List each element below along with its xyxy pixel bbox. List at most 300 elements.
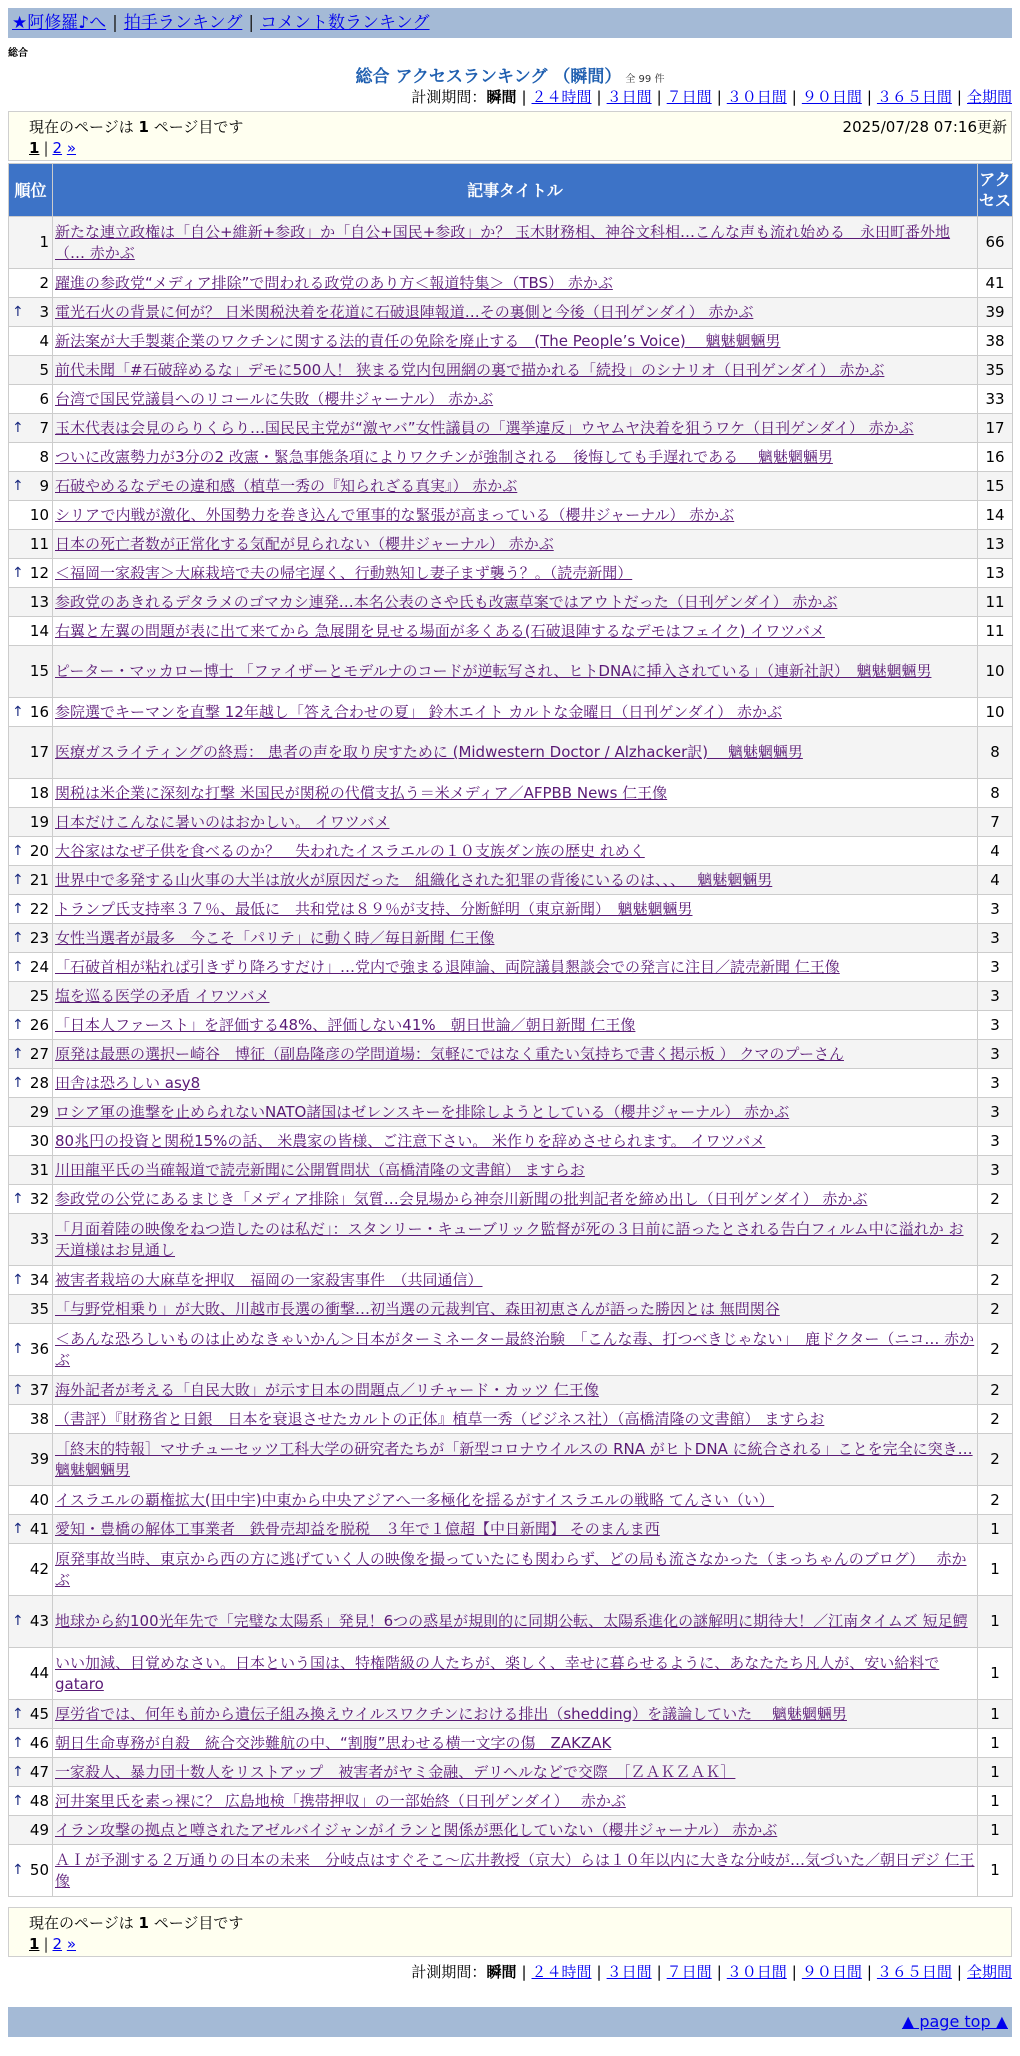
table-row bbox=[9, 1376, 1013, 1405]
period-separator: | bbox=[866, 88, 872, 106]
article-link[interactable]: イラン攻撃の拠点と噂されたアゼルバイジャンがイランと関係が悪化していない（櫻井ジャーナル） 赤かぶ bbox=[55, 1820, 778, 1839]
period-link[interactable]: ３０日間 bbox=[726, 88, 787, 106]
title-cell bbox=[53, 1729, 978, 1758]
rank-up-arrow-icon: ↑ bbox=[12, 1613, 24, 1629]
rank-number: 49 bbox=[29, 1820, 49, 1839]
table-row bbox=[9, 1648, 1013, 1700]
period-selector-top bbox=[411, 86, 1012, 107]
access-count: 11 bbox=[978, 617, 1013, 646]
rank-number: 44 bbox=[29, 1664, 49, 1682]
title-cell bbox=[53, 1266, 978, 1295]
access-count: 16 bbox=[978, 443, 1013, 472]
article-link[interactable]: 参院選でキーマンを直撃 12年越し「答え合わせの夏」 鈴木エイト カルトな金曜日（日刊ゲンダイ） 赤かぶ bbox=[55, 702, 782, 721]
article-link[interactable]: 右翼と左翼の問題が表に出て来てから 急展開を見せる場面が多くある(石破退陣するなデモはフェイク) イワツバメ bbox=[55, 621, 825, 640]
rank-cell bbox=[9, 837, 53, 866]
article-link[interactable]: 一家殺人、暴力団十数人をリストアップ 被害者がヤミ金融、デリヘルなどで交際 ［ＺＡＫＺＡＫ］ bbox=[55, 1762, 736, 1781]
rank-cell bbox=[9, 1648, 53, 1700]
article-link[interactable]: 電光石火の背景に何が？ 日米関税決着を花道に石破退陣報道…その裏側と今後（日刊ゲンダイ） 赤かぶ bbox=[55, 302, 754, 321]
table-row bbox=[9, 269, 1013, 298]
pagination-current: 1 bbox=[29, 139, 40, 157]
rank-number: 41 bbox=[29, 1519, 49, 1538]
rank-up-arrow-icon: ↑ bbox=[12, 1792, 24, 1809]
article-link[interactable]: 女性当選者が最多 今こそ「パリテ」に動く時／毎日新聞 仁王像 bbox=[55, 928, 495, 947]
rank-cell bbox=[9, 1515, 53, 1544]
rank-cell bbox=[9, 1266, 53, 1295]
access-count: 1 bbox=[978, 1596, 1013, 1648]
article-link[interactable]: 関税は米企業に深刻な打撃 米国民が関税の代償支払う＝米メディア／AFPBB News 仁王像 bbox=[55, 783, 668, 802]
rank-number: 12 bbox=[29, 563, 49, 582]
rank-number: 45 bbox=[29, 1704, 49, 1723]
rank-cell bbox=[9, 982, 53, 1011]
rank-up-arrow-icon: ↑ bbox=[12, 303, 24, 320]
access-count: 4 bbox=[978, 866, 1013, 895]
rank-number: 42 bbox=[29, 1560, 49, 1578]
rank-number: 16 bbox=[29, 702, 49, 721]
access-count: 11 bbox=[978, 588, 1013, 617]
period-current: 瞬間 bbox=[486, 1963, 517, 1981]
pagination-separator: | bbox=[43, 1935, 49, 1953]
article-link[interactable]: 80兆円の投資と関税15%の話、 米農家の皆様、ご注意下さい。 米作りを辞めさせられます。 イワツバメ bbox=[55, 1131, 766, 1150]
article-link[interactable]: 「与野党相乗り」が大敗、川越市長選の衝撃…初当選の元裁判官、森田初恵さんが語った勝因とは 無問関谷 bbox=[55, 1299, 780, 1318]
pagination-next[interactable]: » bbox=[66, 1935, 77, 1953]
title-cell bbox=[53, 837, 978, 866]
title-cell bbox=[53, 1011, 978, 1040]
access-count: 66 bbox=[978, 217, 1013, 269]
title-cell bbox=[53, 953, 978, 982]
title-cell bbox=[53, 217, 978, 269]
access-count: 33 bbox=[978, 385, 1013, 414]
rank-number: 18 bbox=[29, 783, 49, 802]
title-cell bbox=[53, 982, 978, 1011]
access-count: 2 bbox=[978, 1405, 1013, 1434]
access-count: 3 bbox=[978, 1011, 1013, 1040]
article-link[interactable]: 河井案里氏を素っ裸に？ 広島地検「携帯押収」の一部始終（日刊ゲンダイ） 赤かぶ bbox=[55, 1791, 626, 1810]
table-row bbox=[9, 895, 1013, 924]
table-row bbox=[9, 779, 1013, 808]
rank-cell bbox=[9, 1011, 53, 1040]
title-cell bbox=[53, 269, 978, 298]
rank-number: 14 bbox=[29, 621, 49, 640]
rank-number: 34 bbox=[29, 1270, 49, 1289]
access-count: 38 bbox=[978, 327, 1013, 356]
title-cell bbox=[53, 1295, 978, 1324]
access-count: 7 bbox=[978, 808, 1013, 837]
rank-up-arrow-icon: ↑ bbox=[12, 929, 24, 946]
rank-cell bbox=[9, 1700, 53, 1729]
period-current: 瞬間 bbox=[486, 88, 517, 106]
rank-cell bbox=[9, 1405, 53, 1434]
rank-cell bbox=[9, 1787, 53, 1816]
pagination-separator: | bbox=[43, 139, 49, 157]
table-row bbox=[9, 1324, 1013, 1376]
title-cell bbox=[53, 1069, 978, 1098]
rank-cell bbox=[9, 808, 53, 837]
table-row bbox=[9, 443, 1013, 472]
article-link[interactable]: ピーター・マッカロー博士 「ファイザーとモデルナのコードが逆転写され、ヒトDNAに挿入されている」（連新社訳） 魑魅魍魎男 bbox=[55, 662, 932, 680]
rank-cell bbox=[9, 327, 53, 356]
article-link[interactable]: 原発事故当時、東京から西の方に逃げていく人の映像を撮っていたにも関わらず、どの局も流さなかった（まっちゃんのブログ） 赤かぶ bbox=[55, 1549, 967, 1589]
article-link[interactable]: 石破やめるなデモの違和感（植草一秀の『知られざる真実』） 赤かぶ bbox=[55, 476, 518, 495]
page-suffix: ページ目です bbox=[153, 1914, 244, 1932]
period-link[interactable]: ３日間 bbox=[606, 88, 652, 106]
rank-cell bbox=[9, 588, 53, 617]
nav-separator: | bbox=[248, 13, 255, 33]
access-count: 1 bbox=[978, 1544, 1013, 1596]
table-row bbox=[9, 1758, 1013, 1787]
rank-cell bbox=[9, 1434, 53, 1486]
rank-cell bbox=[9, 1845, 53, 1897]
article-link[interactable]: 日本だけこんなに暑いのはおかしい。 イワツバメ bbox=[55, 812, 390, 831]
table-row bbox=[9, 588, 1013, 617]
period-separator: | bbox=[596, 88, 602, 106]
access-count: 17 bbox=[978, 414, 1013, 443]
title-cell bbox=[53, 1596, 978, 1648]
period-separator: | bbox=[596, 1963, 602, 1981]
rank-up-arrow-icon: ↑ bbox=[12, 477, 24, 494]
title-cell bbox=[53, 617, 978, 646]
article-link[interactable]: イスラエルの覇権拡大(田中宇)中東から中央アジアへ一多極化を揺るがすイスラエルの戦略 てんさい（い） bbox=[55, 1490, 774, 1509]
article-link[interactable]: ［終末的特報］マサチューセッツ工科大学の研究者たちが「新型コロナウイルスの RNA がヒトDNA に統合される」ことを完全に突き… 魑魅魍魎男 bbox=[55, 1439, 973, 1479]
rank-up-arrow-icon: ↑ bbox=[12, 958, 24, 975]
rank-cell bbox=[9, 1486, 53, 1515]
footer-bar bbox=[8, 2007, 1012, 2037]
page-title: 総合 アクセスランキング （瞬間） bbox=[355, 67, 622, 87]
table-row bbox=[9, 1787, 1013, 1816]
article-link[interactable]: 参政党のあきれるデタラメのゴマカシ連発…本名公表のさや氏も改憲草案ではアウトだった（日刊ゲンダイ） 赤かぶ bbox=[55, 592, 838, 611]
rank-number: 33 bbox=[29, 1230, 49, 1248]
page-title-row bbox=[0, 62, 1020, 87]
rank-number: 15 bbox=[29, 662, 49, 680]
access-count: 4 bbox=[978, 837, 1013, 866]
rank-cell bbox=[9, 1069, 53, 1098]
rank-number: 25 bbox=[29, 986, 49, 1005]
rank-number: 38 bbox=[29, 1409, 49, 1428]
updated-timestamp: 2025/07/28 07:16更新 bbox=[842, 118, 1007, 136]
table-row bbox=[9, 1816, 1013, 1845]
rank-number: 28 bbox=[29, 1073, 49, 1092]
article-link[interactable]: 「月面着陸の映像をねつ造したのは私だ」：スタンリー・キューブリック監督が死の３日前に語ったとされる告白フィルム中に溢れか お天道様はお見通し bbox=[55, 1219, 964, 1259]
rank-number: 10 bbox=[29, 505, 49, 524]
access-count: 3 bbox=[978, 1127, 1013, 1156]
rank-up-arrow-icon: ↑ bbox=[12, 419, 24, 436]
table-row bbox=[9, 982, 1013, 1011]
pagination-current: 1 bbox=[29, 1935, 40, 1953]
article-link[interactable]: ＡＩが予測する２万通りの日本の未来 分岐点はすぐそこ～広井教授（京大）らは１０年以内に大きな分岐が…気づいた／朝日デジ 仁王像 bbox=[55, 1850, 975, 1890]
access-count: 8 bbox=[978, 779, 1013, 808]
current-page-text bbox=[29, 116, 243, 137]
title-cell bbox=[53, 1486, 978, 1515]
period-link[interactable]: ７日間 bbox=[666, 1963, 712, 1981]
rank-cell bbox=[9, 1098, 53, 1127]
title-cell bbox=[53, 588, 978, 617]
access-count: 2 bbox=[978, 1266, 1013, 1295]
rank-cell bbox=[9, 298, 53, 327]
title-cell bbox=[53, 298, 978, 327]
access-header: アクセス bbox=[978, 164, 1013, 217]
rank-number: 17 bbox=[29, 743, 49, 761]
table-row bbox=[9, 1040, 1013, 1069]
rank-cell bbox=[9, 1376, 53, 1405]
rank-cell bbox=[9, 895, 53, 924]
title-cell bbox=[53, 1324, 978, 1376]
table-row bbox=[9, 727, 1013, 779]
table-header-row bbox=[9, 164, 1013, 217]
article-link[interactable]: 前代未聞「#石破辞めるな」デモに500人！ 狭まる党内包囲網の裏で描かれる「続投」のシナリオ（日刊ゲンダイ） 赤かぶ bbox=[55, 360, 885, 379]
rank-number: 31 bbox=[29, 1160, 49, 1179]
clap-ranking-link[interactable]: 拍手ランキング bbox=[123, 13, 243, 33]
access-count: 14 bbox=[978, 501, 1013, 530]
title-cell bbox=[53, 895, 978, 924]
article-link[interactable]: ついに改憲勢力が3分の2 改憲・緊急事態条項によりワクチンが強制される 後悔しても手遅れである 魑魅魍魎男 bbox=[55, 447, 833, 466]
title-cell bbox=[53, 385, 978, 414]
rank-cell bbox=[9, 1127, 53, 1156]
rank-up-arrow-icon: ↑ bbox=[12, 1016, 24, 1033]
article-link[interactable]: 大谷家はなぜ子供を食べるのか？ 失われたイスラエルの１０支族ダン族の歴史 れめく bbox=[55, 841, 645, 860]
article-link[interactable]: いい加減、目覚めなさい。日本という国は、特権階級の人たちが、楽しく、幸せに暮らせるように、あなたたち凡人が、安い給料で gataro bbox=[55, 1653, 940, 1693]
article-link[interactable]: 川田龍平氏の当確報道で読売新聞に公開質問状（高橋清隆の文書館） ますらお bbox=[55, 1160, 585, 1179]
article-link[interactable]: 日本の死亡者数が正常化する気配が見られない（櫻井ジャーナル） 赤かぶ bbox=[55, 534, 554, 553]
rank-cell bbox=[9, 1214, 53, 1266]
article-link[interactable]: 玉木代表は会見のらりくらり…国民民主党が“激ヤバ”女性議員の「選挙違反」ウヤムヤ決着を狙うワケ（日刊ゲンダイ） 赤かぶ bbox=[55, 418, 914, 437]
article-link[interactable]: ＜福岡一家殺害＞大麻栽培で夫の帰宅遅く、行動熟知し妻子まず襲う？。（読売新聞） bbox=[55, 563, 633, 582]
rank-number: 32 bbox=[29, 1189, 49, 1208]
rank-up-arrow-icon: ↑ bbox=[12, 900, 24, 917]
rank-up-arrow-icon: ↑ bbox=[12, 1381, 24, 1398]
home-link[interactable]: ★阿修羅♪へ bbox=[12, 13, 107, 33]
period-separator: | bbox=[956, 1963, 962, 1981]
title-cell bbox=[53, 559, 978, 588]
article-link[interactable]: 朝日生命専務が自殺 統合交渉難航の中、“割腹”思わせる横一文字の傷 ZAKZAK bbox=[55, 1733, 612, 1752]
rank-up-arrow-icon: ↑ bbox=[12, 871, 24, 888]
title-cell bbox=[53, 808, 978, 837]
rank-cell bbox=[9, 530, 53, 559]
period-link[interactable]: ３０日間 bbox=[726, 1963, 787, 1981]
title-cell bbox=[53, 443, 978, 472]
title-cell bbox=[53, 779, 978, 808]
period-separator: | bbox=[716, 1963, 722, 1981]
period-separator: | bbox=[791, 1963, 797, 1981]
article-link[interactable]: 愛知・豊橋の解体工事業者 鉄骨売却益を脱税 ３年で１億超【中日新聞】 そのまんま西 bbox=[55, 1519, 660, 1538]
pager-bottom bbox=[8, 1907, 1012, 1957]
access-count: 41 bbox=[978, 269, 1013, 298]
period-link[interactable]: ７日間 bbox=[666, 88, 712, 106]
article-link[interactable]: 塩を巡る医学の矛盾 イワツバメ bbox=[55, 986, 270, 1005]
table-row bbox=[9, 1098, 1013, 1127]
article-link[interactable]: 海外記者が考える「自民大敗」が示す日本の問題点／リチャード・カッツ 仁王像 bbox=[55, 1380, 599, 1399]
article-link[interactable]: 医療ガスライティングの終焉： 患者の声を取り戻すために (Midwestern Doctor / Alzhacker訳) 魑魅魍魎男 bbox=[55, 743, 803, 761]
access-count: 1 bbox=[978, 1845, 1013, 1897]
rank-number: 22 bbox=[29, 899, 49, 918]
rank-cell bbox=[9, 472, 53, 501]
period-label: 計測期間： bbox=[411, 1963, 487, 1981]
pagination-next[interactable]: » bbox=[66, 139, 77, 157]
rank-cell bbox=[9, 1816, 53, 1845]
article-link[interactable]: 躍進の参政党“メディア排除”で問われる政党のあり方＜報道特集＞（TBS） 赤かぶ bbox=[55, 273, 613, 292]
rank-cell bbox=[9, 953, 53, 982]
rank-cell bbox=[9, 443, 53, 472]
rank-number: 9 bbox=[39, 476, 49, 495]
access-count: 1 bbox=[978, 1729, 1013, 1758]
table-row bbox=[9, 217, 1013, 269]
rank-number: 39 bbox=[29, 1450, 49, 1468]
title-cell bbox=[53, 1156, 978, 1185]
title-cell bbox=[53, 1127, 978, 1156]
rank-cell bbox=[9, 1729, 53, 1758]
article-link[interactable]: 地球から約100光年先で「完璧な太陽系」発見！6つの惑星が規則的に同期公転、太陽系進化の謎解明に期待大！／江南タイムズ 短足鰐 bbox=[55, 1612, 968, 1630]
period-link[interactable]: ２４時間 bbox=[531, 1963, 592, 1981]
article-link[interactable]: 「日本人ファースト」を評価する48%、評価しない41% 朝日世論／朝日新聞 仁王像 bbox=[55, 1015, 636, 1034]
article-link[interactable]: 田舎は恐ろしい asy8 bbox=[55, 1073, 201, 1092]
article-link[interactable]: トランプ氏支持率３７％、最低に 共和党は８９％が支持、分断鮮明（東京新聞） 魑魅魍魎男 bbox=[55, 899, 693, 918]
article-link[interactable]: 台湾で国民党議員へのリコールに失敗（櫻井ジャーナル） 赤かぶ bbox=[55, 389, 494, 408]
table-row bbox=[9, 501, 1013, 530]
rank-cell bbox=[9, 501, 53, 530]
title-cell bbox=[53, 1787, 978, 1816]
rank-up-arrow-icon: ↑ bbox=[12, 1763, 24, 1780]
period-separator: | bbox=[521, 1963, 527, 1981]
table-row bbox=[9, 530, 1013, 559]
article-link[interactable]: 「石破首相が粘れば引きずり降ろすだけ」…党内で強まる退陣論、両院議員懇談会での発言に注目／読売新聞 仁王像 bbox=[55, 957, 840, 976]
access-count: 1 bbox=[978, 1648, 1013, 1700]
period-separator: | bbox=[791, 88, 797, 106]
title-cell bbox=[53, 1816, 978, 1845]
title-cell bbox=[53, 1098, 978, 1127]
rank-cell bbox=[9, 1156, 53, 1185]
period-link[interactable]: ２４時間 bbox=[531, 88, 592, 106]
access-count: 1 bbox=[978, 1816, 1013, 1845]
rank-number: 11 bbox=[29, 534, 49, 553]
title-cell bbox=[53, 1758, 978, 1787]
rank-number: 5 bbox=[39, 360, 49, 379]
rank-up-arrow-icon: ↑ bbox=[12, 1271, 24, 1288]
title-cell bbox=[53, 414, 978, 443]
rank-number: 7 bbox=[39, 418, 49, 437]
access-count: 39 bbox=[978, 298, 1013, 327]
access-count: 35 bbox=[978, 356, 1013, 385]
article-link[interactable]: シリアで内戦が激化、外国勢力を巻き込んで軍事的な緊張が高まっている（櫻井ジャーナル） 赤かぶ bbox=[55, 505, 735, 524]
rank-cell bbox=[9, 698, 53, 727]
article-link[interactable]: 世界中で多発する山火事の大半は放火が原因だった 組織化された犯罪の背後にいるのは、、、 魑魅魍魎男 bbox=[55, 870, 773, 889]
title-cell bbox=[53, 1434, 978, 1486]
rank-header: 順位 bbox=[9, 164, 53, 217]
access-count: 1 bbox=[978, 1787, 1013, 1816]
ranking-table bbox=[8, 163, 1013, 1897]
comment-ranking-link[interactable]: コメント数ランキング bbox=[260, 13, 430, 33]
table-row bbox=[9, 1434, 1013, 1486]
access-count: 2 bbox=[978, 1324, 1013, 1376]
title-cell bbox=[53, 1544, 978, 1596]
rank-number: 23 bbox=[29, 928, 49, 947]
period-separator: | bbox=[656, 88, 662, 106]
access-count: 13 bbox=[978, 559, 1013, 588]
rank-number: 36 bbox=[29, 1340, 49, 1358]
table-row bbox=[9, 1596, 1013, 1648]
title-cell bbox=[53, 1700, 978, 1729]
period-link[interactable]: ３日間 bbox=[606, 1963, 652, 1981]
access-count: 13 bbox=[978, 530, 1013, 559]
article-link[interactable]: 参政党の公党にあるまじき「メディア排除」気質…会見場から神奈川新聞の批判記者を締め出し（日刊ゲンダイ） 赤かぶ bbox=[55, 1189, 868, 1208]
access-count: 1 bbox=[978, 1515, 1013, 1544]
rank-number: 35 bbox=[29, 1299, 49, 1318]
rank-up-arrow-icon: ↑ bbox=[12, 703, 24, 720]
access-count: 1 bbox=[978, 1758, 1013, 1787]
article-link[interactable]: 原発は最悪の選択ー崎谷 博征（副島隆彦の学問道場：気軽にではなく重たい気持ちで書く掲示板 ） クマのプーさん bbox=[55, 1044, 844, 1063]
rank-up-arrow-icon: ↑ bbox=[12, 1734, 24, 1751]
table-row bbox=[9, 646, 1013, 698]
rank-number: 37 bbox=[29, 1380, 49, 1399]
rank-number: 21 bbox=[29, 870, 49, 889]
title-cell bbox=[53, 501, 978, 530]
article-link[interactable]: 被害者栽培の大麻草を押収 福岡の一家殺害事件 （共同通信） bbox=[55, 1270, 483, 1289]
rank-cell bbox=[9, 646, 53, 698]
article-link[interactable]: （書評）『財務省と日銀 日本を衰退させたカルトの正体』植草一秀（ビジネス社）（高橋清隆の文書館） ますらお bbox=[55, 1409, 825, 1428]
ranking-table-body bbox=[9, 217, 1013, 1897]
article-link[interactable]: 新法案が大手製薬企業のワクチンに関する法的責任の免除を廃止する (The People’s Voice) 魑魅魍魎男 bbox=[55, 331, 781, 350]
period-selector-bottom bbox=[411, 1961, 1012, 1982]
rank-cell bbox=[9, 1596, 53, 1648]
title-cell bbox=[53, 866, 978, 895]
top-nav-bar bbox=[8, 8, 1012, 38]
article-link[interactable]: 厚労省では、何年も前から遺伝子組み換えウイルスワクチンにおける排出（shedding）を議論していた 魑魅魍魎男 bbox=[55, 1704, 847, 1723]
period-link[interactable]: ９０日間 bbox=[801, 88, 862, 106]
rank-up-arrow-icon: ↑ bbox=[12, 1862, 24, 1878]
pagination-page-2[interactable]: 2 bbox=[52, 1935, 63, 1953]
page-top-link[interactable]: ▲ page top ▲ bbox=[901, 2012, 1008, 2031]
article-link[interactable]: ロシア軍の進撃を止められないNATO諸国はゼレンスキーを排除しようとしている（櫻井ジャーナル） 赤かぶ bbox=[55, 1102, 790, 1121]
period-separator: | bbox=[866, 1963, 872, 1981]
period-separator: | bbox=[521, 88, 527, 106]
access-count: 1 bbox=[978, 1700, 1013, 1729]
period-link[interactable]: ３６５日間 bbox=[876, 88, 952, 106]
table-row bbox=[9, 617, 1013, 646]
rank-number: 8 bbox=[39, 447, 49, 466]
access-count: 2 bbox=[978, 1295, 1013, 1324]
table-row bbox=[9, 1069, 1013, 1098]
title-cell bbox=[53, 924, 978, 953]
title-cell bbox=[53, 1845, 978, 1897]
rank-number: 3 bbox=[39, 302, 49, 321]
rank-cell bbox=[9, 1295, 53, 1324]
nav-separator: | bbox=[112, 13, 118, 33]
period-label: 計測期間： bbox=[411, 88, 487, 106]
period-link[interactable]: ３６５日間 bbox=[876, 1963, 952, 1981]
rank-up-arrow-icon: ↑ bbox=[12, 1045, 24, 1062]
rank-cell bbox=[9, 866, 53, 895]
rank-cell bbox=[9, 414, 53, 443]
rank-up-arrow-icon: ↑ bbox=[12, 842, 24, 859]
article-link[interactable]: 新たな連立政権は「自公+維新+参政」か「自公+国民+参政」か？ 玉木財務相、神谷文科相…こんな声も流れ始める 永田町番外地（… 赤かぶ bbox=[55, 222, 951, 262]
rank-number: 6 bbox=[39, 389, 49, 408]
table-row bbox=[9, 1127, 1013, 1156]
page-number: 1 bbox=[138, 118, 149, 136]
rank-cell bbox=[9, 356, 53, 385]
title-cell bbox=[53, 472, 978, 501]
article-link[interactable]: ＜あんな恐ろしいものは止めなきゃいかん＞日本がターミネーター最終治験 「こんな毒、打つべきじゃない」 鹿ドクター（ニコ… 赤かぶ bbox=[55, 1329, 975, 1369]
table-row bbox=[9, 1544, 1013, 1596]
access-count: 2 bbox=[978, 1185, 1013, 1214]
rank-cell bbox=[9, 1324, 53, 1376]
rank-number: 43 bbox=[29, 1612, 49, 1630]
rank-number: 27 bbox=[29, 1044, 49, 1063]
period-link[interactable]: 全期間 bbox=[966, 88, 1012, 106]
access-count: 8 bbox=[978, 727, 1013, 779]
pagination-page-2[interactable]: 2 bbox=[52, 139, 63, 157]
title-cell bbox=[53, 646, 978, 698]
period-link[interactable]: 全期間 bbox=[966, 1963, 1012, 1981]
period-link[interactable]: ９０日間 bbox=[801, 1963, 862, 1981]
rank-cell bbox=[9, 924, 53, 953]
table-row bbox=[9, 559, 1013, 588]
